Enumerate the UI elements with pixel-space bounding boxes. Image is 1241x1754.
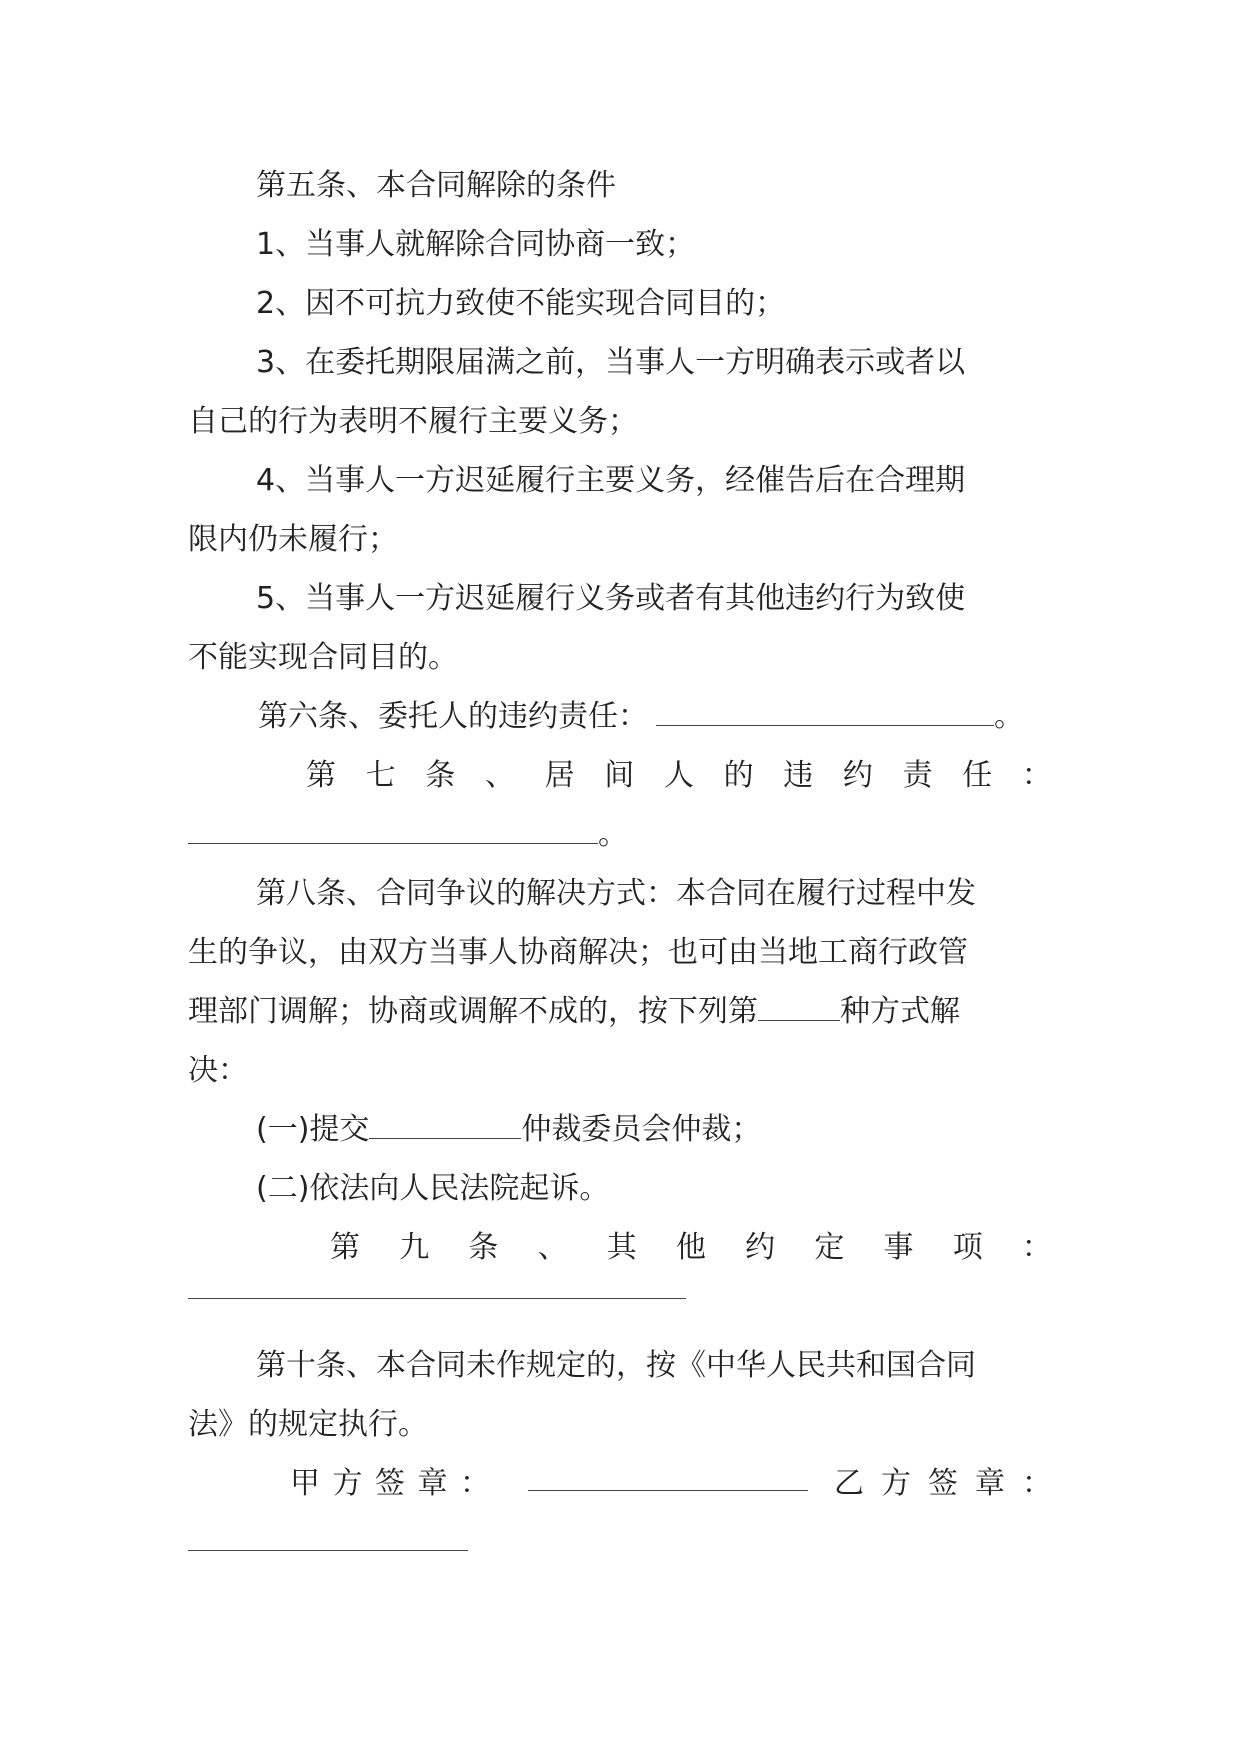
article5-item5-line2: 不能实现合同目的。 <box>188 640 458 675</box>
article9-char: 条 <box>468 1230 499 1265</box>
article9-char: 其 <box>606 1230 637 1265</box>
article8-line1: 第八条、合同争议的解决方式：本合同在履行过程中发 <box>256 876 976 911</box>
article5-item5-line1: 5、当事人一方迟延履行义务或者有其他违约行为致使 <box>256 581 966 616</box>
article7-char: 、 <box>484 758 515 793</box>
article8-line3 <box>188 992 960 1032</box>
article5-item1: 1、当事人就解除合同协商一致； <box>256 227 696 262</box>
article8-line3-pre: 理部门调解；协商或调解不成的，按下列第 <box>188 994 758 1029</box>
article7-blank-line <box>188 815 628 855</box>
article6-line <box>258 697 1024 737</box>
party-a-signature-label <box>290 1464 490 1504</box>
article7-char: 间 <box>604 758 635 793</box>
article7-char: 约 <box>842 758 873 793</box>
article7-heading <box>306 756 1052 796</box>
article9-char: 他 <box>675 1230 706 1265</box>
article8-line4: 决： <box>188 1053 248 1088</box>
party-b-signature-label <box>834 1464 1052 1504</box>
article8-option1-pre: (一)提交 <box>256 1112 370 1147</box>
article8-option2: (二)依法向人民法院起诉。 <box>256 1171 610 1206</box>
article7-char: 责 <box>902 758 933 793</box>
article7-end: 。 <box>598 817 628 852</box>
article8-method-blank <box>758 994 840 1021</box>
article5-item4-line2: 限内仍未履行； <box>188 522 398 557</box>
party-b-char: 签 <box>928 1466 958 1501</box>
article8-option1 <box>256 1110 761 1150</box>
article9-heading <box>330 1228 1052 1268</box>
article8-line2: 生的争议，由双方当事人协商解决；也可由当地工商行政管 <box>188 935 968 970</box>
article8-line3-post: 种方式解 <box>840 994 960 1029</box>
article7-blank <box>188 817 598 844</box>
article5-item3-line2: 自己的行为表明不履行主要义务； <box>188 404 638 439</box>
party-a-char: 章 <box>417 1466 448 1501</box>
party-b-char: ： <box>1022 1466 1052 1501</box>
party-b-char: 章 <box>975 1466 1005 1501</box>
article7-char: ： <box>1021 758 1052 793</box>
article9-char: 事 <box>883 1230 914 1265</box>
article5-item4-line1: 4、当事人一方迟延履行主要义务，经催告后在合理期 <box>256 463 966 498</box>
article7-char: 第 <box>306 758 336 793</box>
article10-line2: 法》的规定执行。 <box>188 1407 428 1442</box>
article7-char: 违 <box>783 758 814 793</box>
article9-char: 第 <box>330 1230 360 1265</box>
party-a-char: 甲 <box>290 1466 320 1501</box>
article8-option1-post: 仲裁委员会仲裁； <box>521 1112 762 1147</box>
article7-char: 居 <box>544 758 575 793</box>
article5-item3-line1: 3、在委托期限届满之前，当事人一方明确表示或者以 <box>256 345 966 380</box>
article5-title: 第五条、本合同解除的条件 <box>256 168 616 203</box>
article6-label: 第六条、委托人的违约责任： <box>258 699 648 734</box>
article7-char: 的 <box>723 758 754 793</box>
party-b-signature-blank <box>188 1550 468 1551</box>
article9-char: 定 <box>814 1230 845 1265</box>
article7-char: 人 <box>663 758 694 793</box>
party-a-char: 签 <box>375 1466 405 1501</box>
article5-item2: 2、因不可抗力致使不能实现合同目的； <box>256 286 786 321</box>
party-a-char: ： <box>460 1466 490 1501</box>
article6-blank <box>656 699 994 726</box>
party-a-signature-blank <box>528 1490 808 1491</box>
article6-end: 。 <box>994 699 1024 734</box>
article9-blank <box>188 1298 686 1299</box>
article7-char: 任 <box>962 758 993 793</box>
arbitration-blank <box>369 1112 521 1139</box>
article9-char: ： <box>1021 1230 1052 1265</box>
party-b-char: 乙 <box>834 1466 864 1501</box>
party-a-char: 方 <box>332 1466 363 1501</box>
article9-char: 、 <box>537 1230 568 1265</box>
article7-char: 七 <box>365 758 396 793</box>
article7-char: 条 <box>425 758 456 793</box>
article10-line1: 第十条、本合同未作规定的，按《中华人民共和国合同 <box>256 1348 976 1383</box>
party-b-char: 方 <box>881 1466 911 1501</box>
article9-char: 约 <box>745 1230 776 1265</box>
article9-char: 九 <box>399 1230 430 1265</box>
article9-char: 项 <box>952 1230 983 1265</box>
